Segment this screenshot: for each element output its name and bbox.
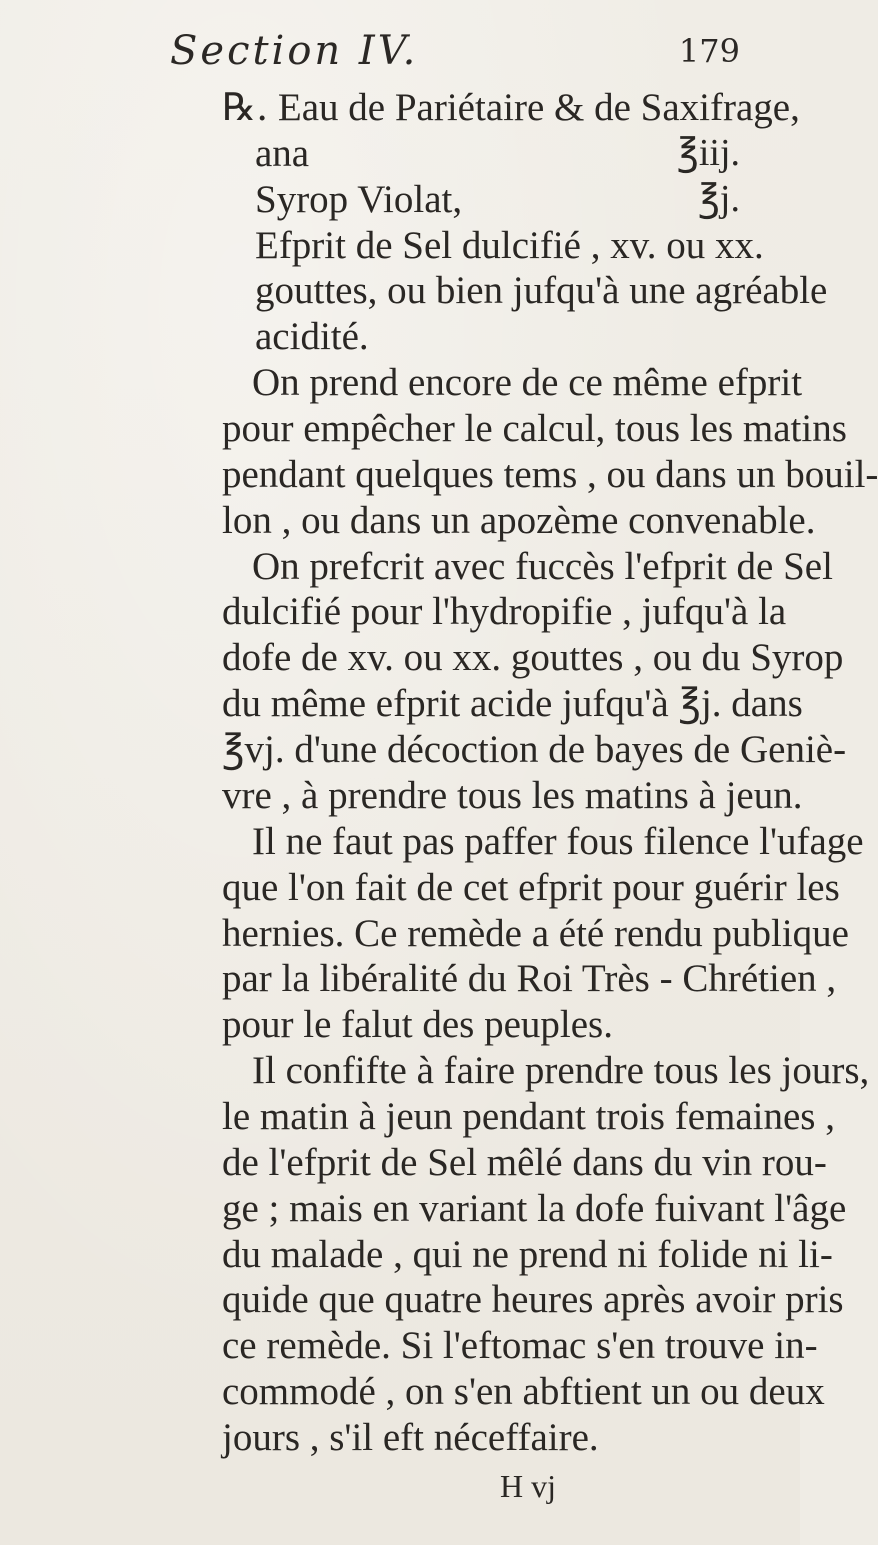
paragraph-4-line-7: ce remède. Si l'eftomac s'en trouve in- — [222, 1324, 818, 1367]
prescription-line-5: gouttes, ou bien jufqu'à une agréable — [255, 269, 828, 312]
prescription-line-3-right: ℥j. — [697, 178, 740, 220]
paragraph-3-line-1: Il ne faut pas paffer fous filence l'ufage — [252, 820, 864, 863]
paragraph-1-line-2: pour empêcher le calcul, tous les matins — [222, 407, 847, 450]
paragraph-3-line-3: hernies. Ce remède a été rendu publique — [222, 912, 849, 955]
prescription-line-1 — [222, 85, 800, 129]
running-head: Section IV. — [170, 28, 419, 74]
prescription-line-2 — [255, 134, 740, 173]
paragraph-3-line-2: que l'on fait de cet efprit pour guérir les — [222, 866, 840, 909]
paragraph-4-line-6: quide que quatre heures après avoir pris — [222, 1278, 844, 1321]
paragraph-4-line-5: du malade , qui ne prend ni folide ni li- — [222, 1233, 833, 1276]
paragraph-4-line-8: commodé , on s'en abftient un ou deux — [222, 1370, 825, 1413]
prescription-line-4: Efprit de Sel dulcifié , xv. ou xx. — [255, 224, 764, 267]
paragraph-1-line-1: On prend encore de ce même efprit — [252, 361, 803, 404]
paragraph-1-line-4: lon , ou dans un apozème convenable. — [222, 499, 816, 542]
prescription-line-3-left: Syrop Violat, — [255, 178, 463, 221]
paragraph-3-line-5: pour le falut des peuples. — [222, 1003, 613, 1046]
recipe-symbol: ℞. — [222, 85, 269, 129]
prescription-line-2-right: ℥iij. — [676, 132, 740, 174]
paragraph-4-line-4: ge ; mais en variant la dofe fuivant l'âge — [222, 1187, 847, 1230]
paragraph-4-line-3: de l'efprit de Sel mêlé dans du vin rou- — [222, 1141, 827, 1184]
paragraph-4-line-9: jours , s'il eft néceffaire. — [222, 1416, 599, 1459]
paragraph-2-line-2: dulcifié pour l'hydropifie , jufqu'à la — [222, 590, 787, 633]
paragraph-2-line-5: ℥vj. d'une décoction de bayes de Geniè- — [222, 728, 847, 771]
paragraph-2-line-1: On prefcrit avec fuccès l'efprit de Sel — [252, 545, 833, 588]
prescription-line-6: acidité. — [255, 315, 369, 358]
paragraph-2-line-6: vre , à prendre tous les matins à jeun. — [222, 774, 803, 817]
paragraph-1-line-3: pendant quelques tems , ou dans un bouil- — [222, 453, 878, 496]
paragraph-4-line-1: Il confifte à faire prendre tous les jours, — [252, 1049, 870, 1092]
paragraph-4-line-2: le matin à jeun pendant trois femaines , — [222, 1095, 835, 1138]
paragraph-2-line-3: dofe de xv. ou xx. gouttes , ou du Syrop — [222, 636, 844, 679]
prescription-line-1-text: Eau de Pariétaire & de Saxifrage, — [277, 86, 800, 129]
page-number: 179 — [678, 32, 740, 70]
prescription-line-3 — [255, 180, 740, 219]
paragraph-2-line-4: du même efprit acide jufqu'à ℥j. dans — [222, 682, 803, 725]
catchword: H vj — [500, 1468, 556, 1504]
prescription-line-2-left: ana — [255, 132, 310, 175]
paragraph-3-line-4: par la libéralité du Roi Très - Chrétien , — [222, 957, 837, 1000]
